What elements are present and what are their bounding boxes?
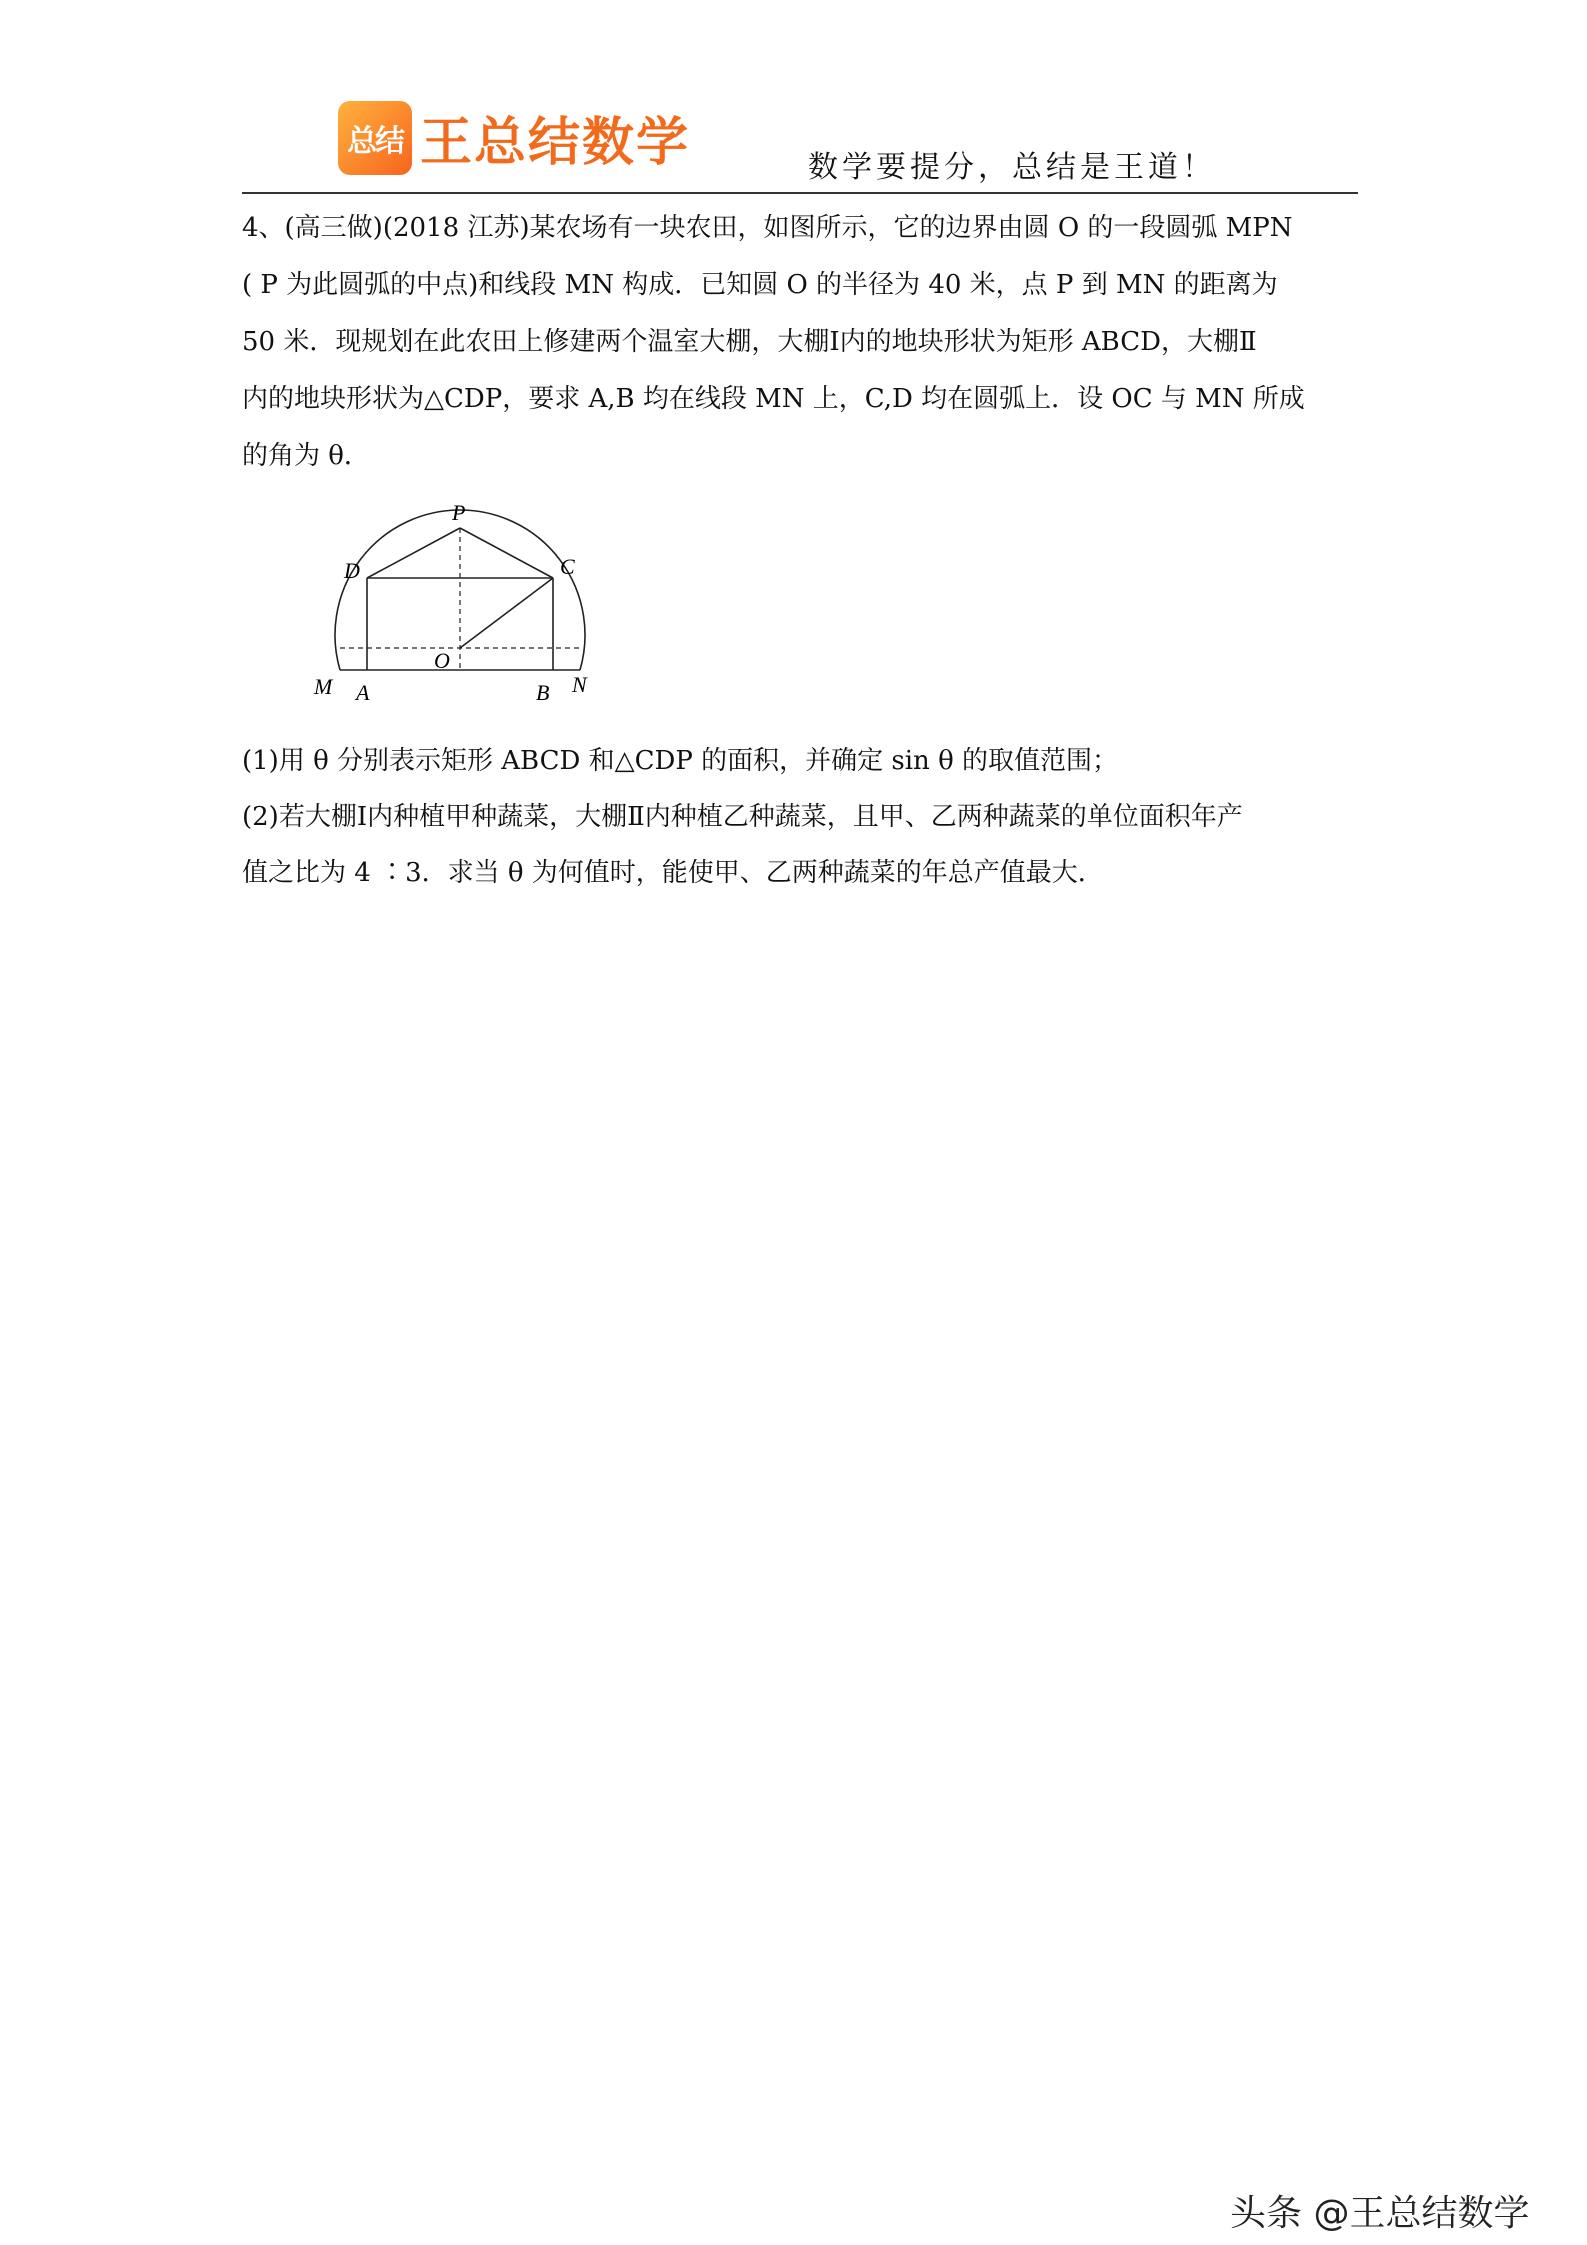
label-n: N [572,672,587,697]
logo-text: 王总结数学 [420,113,691,173]
footer-watermark: 头条 @王总结数学 [1230,2193,1530,2234]
problem-line-3: 50 米．现规划在此农田上修建两个温室大棚，大棚Ⅰ内的地块形状为矩形 ABCD，大棚Ⅱ [242,327,1257,357]
question-2-line-1: (2)若大棚Ⅰ内种植甲种蔬菜，大棚Ⅱ内种植乙种蔬菜，且甲、乙两种蔬菜的单位面积年产 [242,802,1243,832]
label-a: A [356,680,370,705]
problem-line-2: ( P 为此圆弧的中点)和线段 MN 构成．已知圆 O 的半径为 40 米，点 P 到 MN 的距离为 [242,270,1278,300]
label-p: P [452,500,466,525]
geometry-figure [300,488,620,718]
label-d: D [344,558,360,583]
label-b: B [536,680,550,705]
problem-text [242,200,1358,485]
question-1: (1)用 θ 分别表示矩形 ABCD 和△CDP 的面积，并确定 sin θ 的取值范围； [242,746,1118,776]
logo-badge: 总结 [338,101,412,175]
question-2-line-2: 值之比为 4 ∶3．求当 θ 为何值时，能使甲、乙两种蔬菜的年总产值最大． [242,858,1104,888]
problem-line-5: 的角为 θ． [242,441,370,471]
brand-logo [338,100,690,175]
label-m: M [314,674,333,699]
label-o: O [434,648,450,673]
problem-line-4: 内的地块形状为△CDP，要求 A,B 均在线段 MN 上，C,D 均在圆弧上．设 OC 与 MN 所成 [242,384,1305,414]
segment-pc [460,528,553,578]
segment-dp [367,528,460,578]
segment-oc [460,578,553,648]
header-slogan: 数学要提分，总结是王道！ [808,150,1216,185]
label-c: C [560,554,575,579]
header-divider [242,192,1358,194]
problem-line-1: 4、(高三做)(2018 江苏)某农场有一块农田，如图所示，它的边界由圆 O 的一段圆弧 MPN [242,213,1293,243]
